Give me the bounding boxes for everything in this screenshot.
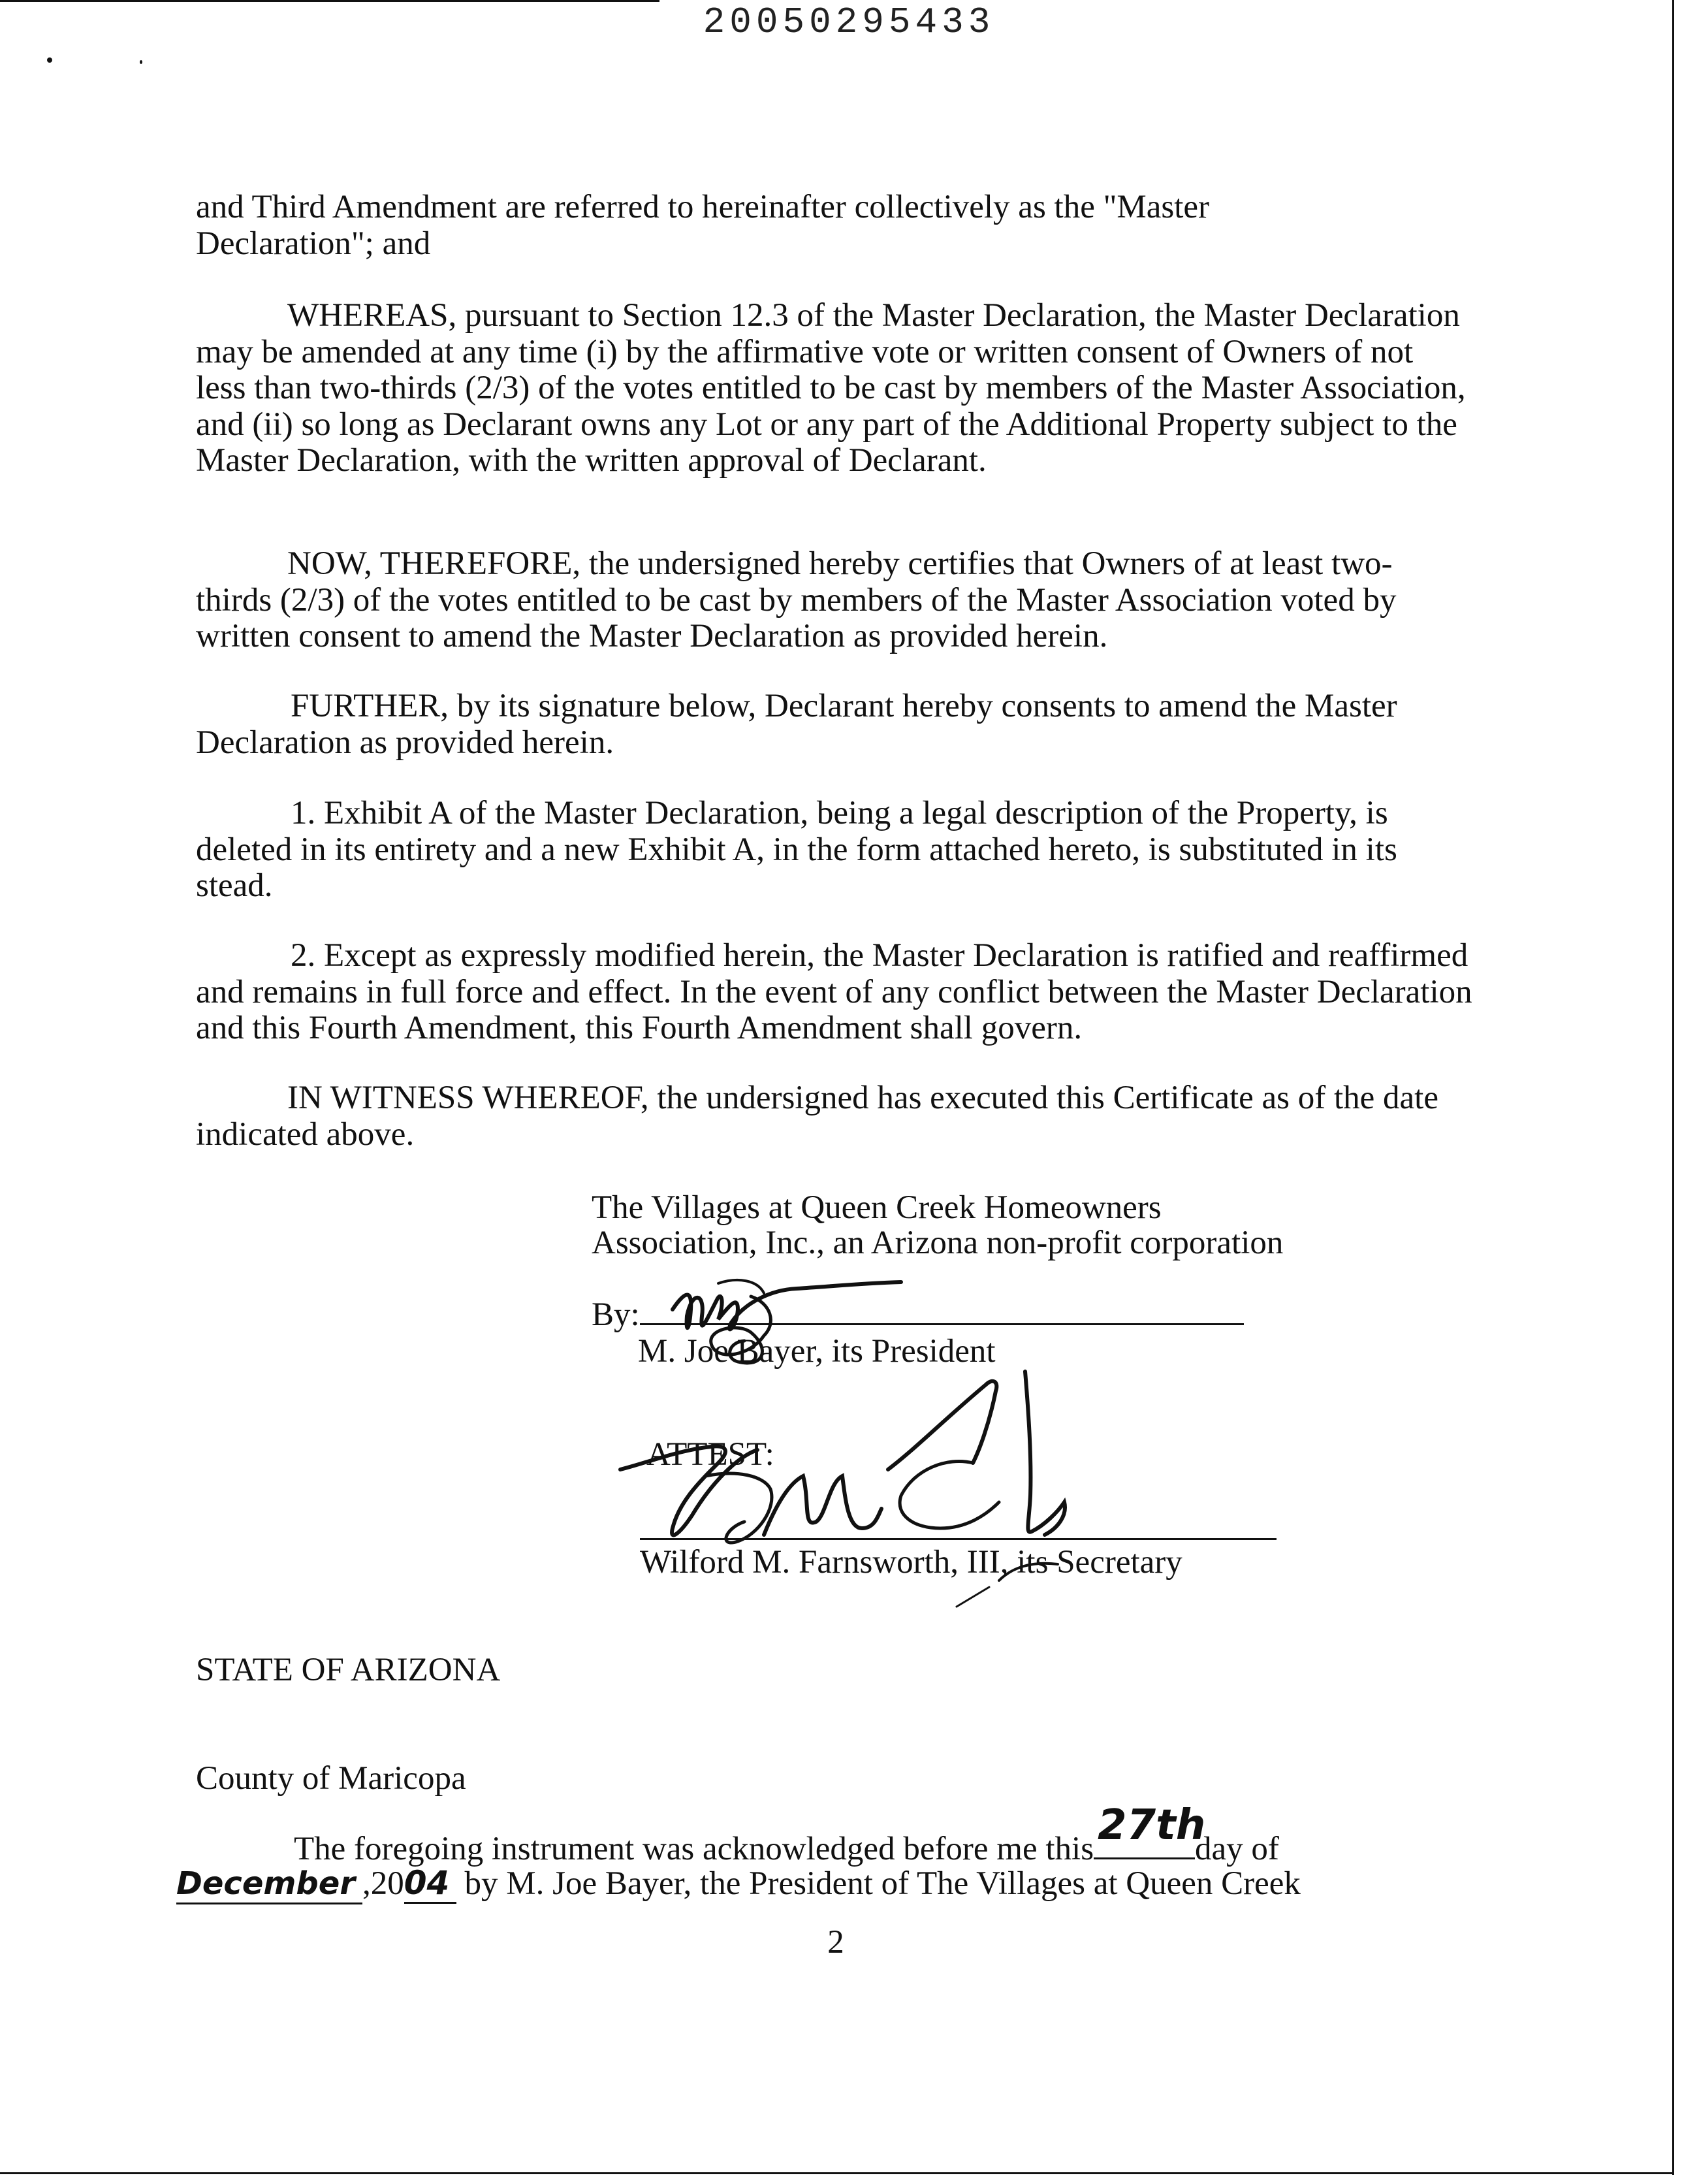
handwritten-day-text: 27th: [1098, 1801, 1206, 1850]
handwritten-month: December: [176, 1866, 362, 1904]
president-name-line: M. Joe Bayer, its President: [638, 1333, 996, 1370]
paragraph-in-witness: IN WITNESS WHEREOF, the undersigned has executed this Certificate as of the date indicated above.: [196, 1080, 1438, 1153]
secretary-name-line: Wilford M. Farnsworth, III, its Secretary: [640, 1544, 1182, 1581]
by-label: By:: [592, 1296, 640, 1333]
page-number: 2: [827, 1924, 844, 1961]
notary-state: STATE OF ARIZONA: [196, 1652, 501, 1688]
org-name-line1: The Villages at Queen Creek Homeowners: [592, 1189, 1162, 1226]
notary-county: County of Maricopa: [196, 1760, 466, 1797]
president-signature-image: [640, 1264, 914, 1375]
org-name-line2: Association, Inc., an Arizona non-profit corporation: [592, 1225, 1284, 1261]
paragraph-item-2: 2. Except as expressly modified herein, the Master Declaration is ratified and reaffirmed and remains in full force and effect. In the event of any conflict between the Master Declaration and this Fourth Amendment, this Fourth Amendment shall govern.: [196, 937, 1472, 1046]
notary-line1-text: The foregoing instrument was acknowledged before me this: [294, 1831, 1094, 1867]
handwritten-day: [1094, 1801, 1206, 1859]
scan-bottom-border: [0, 2172, 1674, 2174]
year-prefix: ,20: [362, 1865, 404, 1902]
recording-number: 20050295433: [703, 1, 995, 43]
notary-section: [0, 1633, 1682, 1927]
paragraph-item-1: 1. Exhibit A of the Master Declaration, being a legal description of the Property, is deleted in its entirety and a new Exhibit A, in the form attached hereto, is substituted in its stead.: [196, 795, 1397, 904]
paragraph-whereas: WHEREAS, pursuant to Section 12.3 of the Master Declaration, the Master Declaration may be amended at any time (i) by the affirmative vote or written consent of Owners of not less than two-thirds (2/3) of the votes entitled to be cast by members of the Master Association, and (ii) so long as Declarant owns any Lot or any part of the Additional Property subject to the Master Declaration, with the written approval of Declarant.: [196, 297, 1466, 479]
paragraph-further: FURTHER, by its signature below, Declarant hereby consents to amend the Master Declaration as provided herein.: [196, 688, 1397, 761]
paragraph-master-declaration-definition: and Third Amendment are referred to hereinafter collectively as the "Master Declaration"; and: [196, 189, 1210, 262]
notary-line-1: [294, 1801, 1279, 1868]
notary-line2-text: by M. Joe Bayer, the President of The Villages at Queen Creek: [456, 1865, 1301, 1902]
handwritten-year: 04: [404, 1865, 456, 1904]
attest-label: ATTEST:: [646, 1436, 774, 1473]
notary-line-2: [176, 1865, 1301, 1904]
notary-line1-tail: day of: [1195, 1831, 1279, 1867]
paragraph-now-therefore: NOW, THEREFORE, the undersigned hereby certifies that Owners of at least two-thirds (2/3) of the votes entitled to be cast by members of the Master Association voted by written consent to amend the Master Declaration as provided herein.: [196, 545, 1397, 654]
secretary-signature-image: [607, 1372, 1077, 1581]
